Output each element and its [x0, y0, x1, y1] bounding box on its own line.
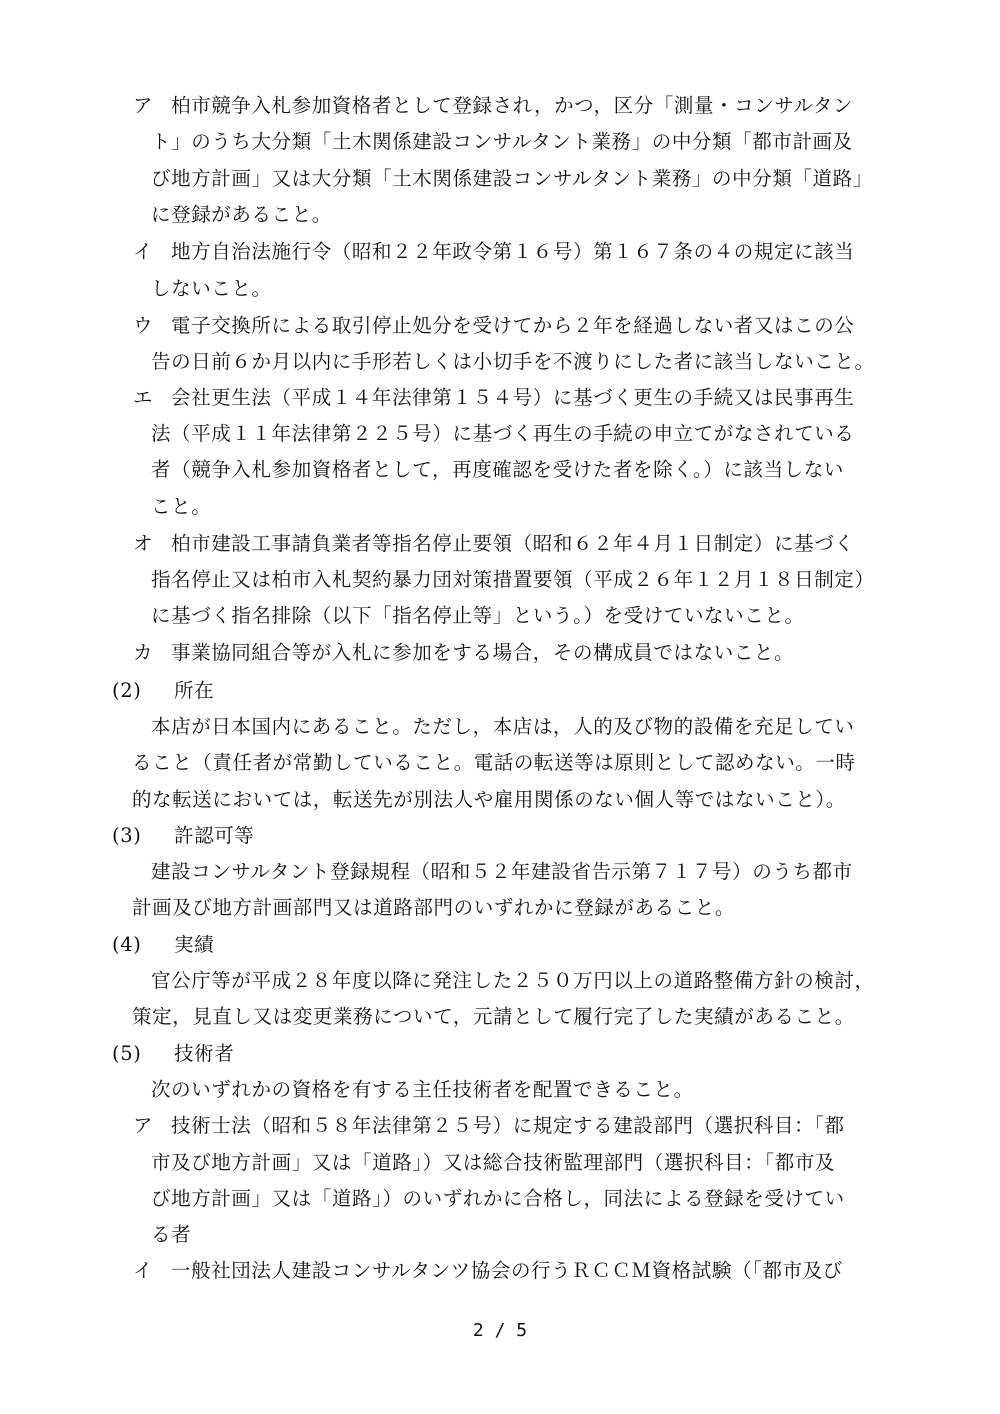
item-ka-marker: カ [133, 641, 154, 664]
section-2-number: (2) [112, 679, 142, 702]
item-a-line-1: ア 柏市競争入札参加資格者として登録され，かつ，区分「測量・コンサルタン [133, 94, 854, 117]
item-a-line-2: ト」のうち大分類「土木関係建設コンサルタント業務」の中分類「都市計画及 [151, 130, 853, 153]
tech-i-line-1: イ 一般社団法人建設コンサルタンツ協会の行うＲＣＣＭ資格試験（「都市及び [133, 1259, 843, 1282]
section-3-heading [112, 826, 254, 846]
section-3-title: 許認可等 [174, 824, 255, 847]
item-e-line-3: 者（競争入札参加資格者として，再度確認を受けた者を除く。）に該当しない [151, 458, 844, 481]
section-3-number: (3) [112, 824, 142, 847]
item-o-line-1: オ 柏市建設工事請負業者等指名停止要領（昭和６２年４月１日制定）に基づく [133, 532, 855, 555]
section-2-title: 所在 [174, 679, 215, 702]
section-4-body-1: 官公庁等が平成２８年度以降に発注した２５０万円以上の道路整備方針の検討， [151, 969, 875, 992]
item-i-line-2: しないこと。 [151, 277, 272, 300]
item-o-line-2: 指名停止又は柏市入札契約暴力団対策措置要領（平成２６年１２月１８日制定） [151, 568, 875, 591]
section-2-body-2: ること（責任者が常勤していること。電話の転送等は原則として認めない。一時 [132, 751, 856, 774]
tech-i-marker: イ [133, 1259, 154, 1282]
section-2-body-1: 本店が日本国内にあること。ただし，本店は，人的及び物的設備を充足してい [151, 715, 855, 738]
section-5-number: (5) [112, 1042, 142, 1065]
item-o-marker: オ [133, 532, 154, 555]
item-u-line-2: 告の日前６か月以内に手形若しくは小切手を不渡りにした者に該当しないこと。 [151, 350, 875, 373]
section-2-body-3: 的な転送においては，転送先が別法人や雇用関係のない個人等ではないこと）。 [132, 788, 846, 811]
tech-a-line-3: び地方計画」又は「道路」）のいずれかに合格し，同法による登録を受けてい [151, 1187, 845, 1210]
section-4-number: (4) [112, 933, 142, 956]
section-2-heading [112, 681, 214, 701]
item-i-marker: イ [133, 240, 154, 263]
item-e-line-2: 法（平成１１年法律第２２５号）に基づく再生の手続の申立てがなされている [151, 422, 855, 445]
item-a-line-3: び地方計画」又は大分類「土木関係建設コンサルタント業務」の中分類「道路」 [151, 167, 873, 190]
item-e-line-1: エ 会社更生法（平成１４年法律第１５４号）に基づく更生の手続又は民事再生 [133, 386, 855, 409]
item-o-line-3: に基づく指名排除（以下「指名停止等」という。）を受けていないこと。 [151, 604, 805, 627]
item-e-marker: エ [133, 386, 154, 409]
tech-a-line-1: ア 技術士法（昭和５８年法律第２５号）に規定する建設部門（選択科目：「都 [133, 1114, 845, 1137]
item-e-line-4: こと。 [151, 495, 212, 518]
item-ka-line-1: カ 事業協同組合等が入札に参加をする場合，その構成員ではないこと。 [133, 641, 795, 664]
item-u-marker: ウ [133, 314, 154, 337]
tech-a-line-2: 市及び地方計画」又は「道路」）又は総合技術監理部門（選択科目：「都市及 [151, 1151, 836, 1174]
section-5-body-1: 次のいずれかの資格を有する主任技術者を配置できること。 [151, 1078, 694, 1101]
page-number: 2 / 5 [472, 1320, 528, 1341]
section-3-body-1: 建設コンサルタント登録規程（昭和５２年建設省告示第７１７号）のうち都市 [151, 860, 853, 883]
item-a-line-4: に登録があること。 [151, 203, 332, 226]
section-3-body-2: 計画及び地方計画部門又は道路部門のいずれかに登録があること。 [132, 896, 736, 919]
item-i-line-1: イ 地方自治法施行令（昭和２２年政令第１６号）第１６７条の４の規定に該当 [133, 240, 855, 263]
section-5-heading [112, 1044, 234, 1064]
section-4-heading [112, 935, 214, 955]
item-u-line-1: ウ 電子交換所による取引停止処分を受けてから２年を経過しない者又はこの公 [133, 314, 855, 337]
item-a-marker: ア [133, 94, 154, 117]
section-4-title: 実績 [174, 933, 215, 956]
tech-a-line-4: る者 [151, 1223, 192, 1246]
section-4-body-2: 策定，見直し又は変更業務について，元請として履行完了した実績があること。 [132, 1005, 855, 1028]
section-5-title: 技術者 [174, 1042, 235, 1065]
tech-a-marker: ア [133, 1114, 154, 1137]
